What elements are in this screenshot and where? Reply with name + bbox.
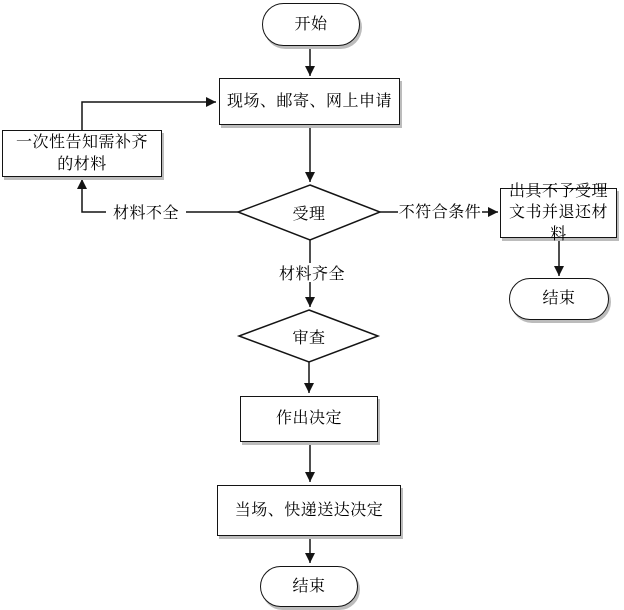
accept-decision-label: 受理 — [292, 205, 326, 223]
start-terminator: 开始 — [262, 3, 360, 46]
review-decision-label: 审查 — [292, 329, 326, 347]
edge-notify-to-apply — [82, 102, 216, 130]
end-terminator: 结束 — [260, 566, 358, 607]
deliver-decision-step: 当场、快递送达决定 — [217, 485, 401, 536]
edge-label-materials-incomplete: 材料不全 — [106, 202, 186, 221]
edge-label-not-eligible: 不符合条件 — [398, 201, 482, 220]
reject-end-terminator: 结束 — [509, 278, 609, 320]
edge-label-materials-complete: 材料齐全 — [272, 263, 352, 282]
notify-missing-materials-step: 一次性告知需补齐的材料 — [2, 130, 162, 177]
apply-step: 现场、邮寄、网上申请 — [219, 78, 400, 125]
make-decision-step: 作出决定 — [240, 396, 378, 442]
reject-document-step: 出具不予受理文书并退还材料 — [500, 188, 617, 238]
